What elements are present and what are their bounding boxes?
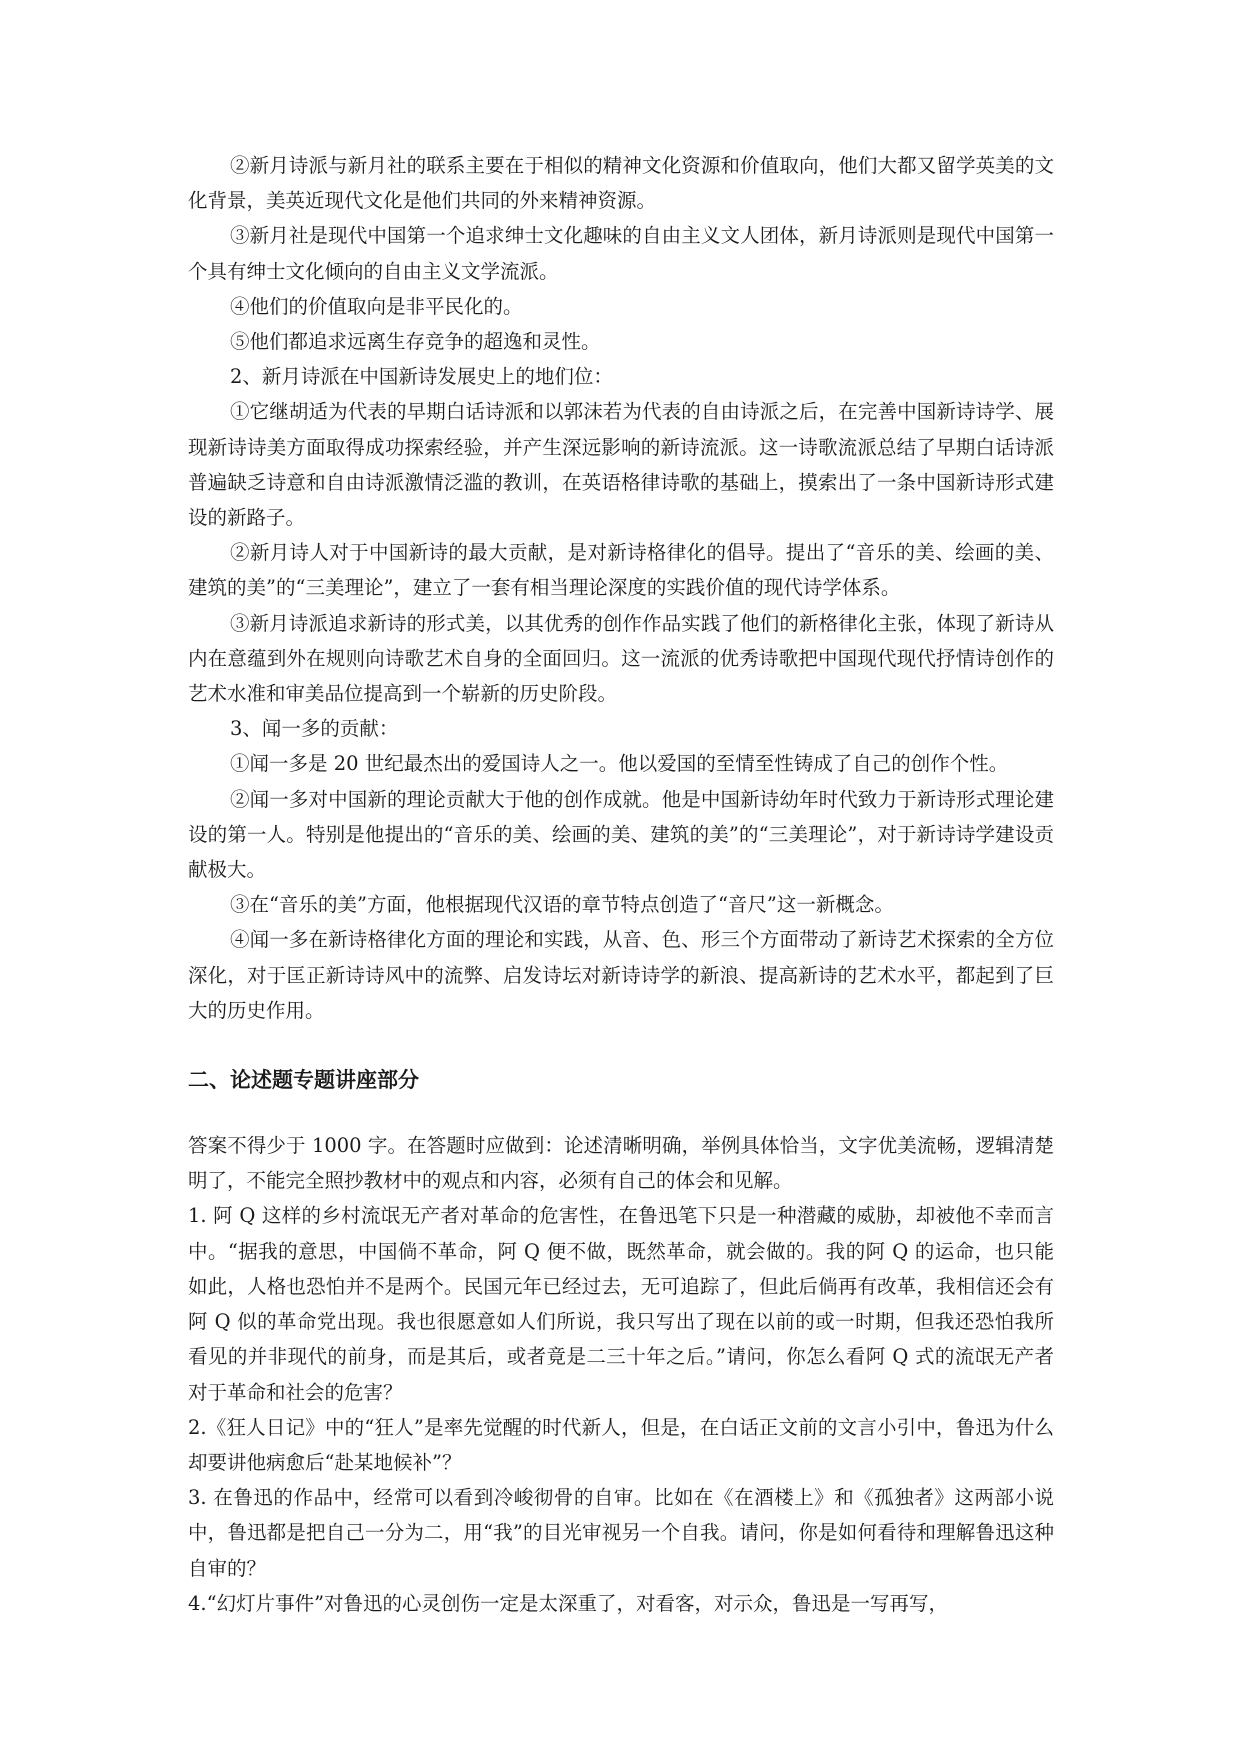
- section-heading: 二、论述题专题讲座部分: [188, 1068, 419, 1093]
- paragraph: ③新月社是现代中国第一个追求绅士文化趣味的自由主义文人团体，新月诗派则是现代中国第一个具有绅士文化倾向的自由主义文学流派。: [188, 224, 1054, 283]
- paragraph: ④他们的价值取向是非平民化的。: [230, 294, 523, 318]
- paragraph: ④闻一多在新诗格律化方面的理论和实践，从音、色、形三个方面带动了新诗艺术探索的全方位深化，对于匡正新诗诗风中的流弊、启发诗坛对新诗诗学的新浪、提高新诗的艺术水平，都起到了巨大的历史作用。: [188, 928, 1054, 1022]
- subheading: 2、新月诗派在中国新诗发展史上的地们位：: [230, 365, 613, 389]
- subheading: 3、闻一多的贡献：: [230, 717, 399, 741]
- paragraph: ②闻一多对中国新的理论贡献大于他的创作成就。他是中国新诗幼年时代致力于新诗形式理论建设的第一人。特别是他提出的“音乐的美、绘画的美、建筑的美”的“三美理论”，对于新诗诗学建设贡献极大。: [188, 787, 1054, 882]
- document-page: [188, 148, 1054, 1621]
- question-item: 4.“幻灯片事件”对鲁迅的心灵创伤一定是太深重了，对看客，对示众，鲁迅是一写再写，: [188, 1591, 949, 1615]
- paragraph: ③在“音乐的美”方面，他根据现代汉语的章节特点创造了“音尺”这一新概念。: [230, 893, 894, 917]
- paragraph: ②新月诗人对于中国新诗的最大贡献，是对新诗格律化的倡导。提出了“音乐的美、绘画的美、建筑的美”的“三美理论”，建立了一套有相当理论深度的实践价值的现代诗学体系。: [188, 541, 1054, 600]
- question-item: 2.《狂人日记》中的“狂人”是率先觉醒的时代新人，但是，在白话正文前的文言小引中，鲁迅为什么却要讲他病愈后“赴某地候补”？: [188, 1415, 1054, 1474]
- paragraph: ⑤他们都追求远离生存竞争的超逸和灵性。: [230, 330, 601, 354]
- question-item: 1. 阿 Q 这样的乡村流氓无产者对革命的危害性，在鲁迅笔下只是一种潜藏的威胁，却被他不幸而言中。“据我的意思，中国倘不革命，阿 Q 便不做，既然革命，就会做的。我的阿 Q 的运命，也只能如此，人格也恐怕并不是两个。民国元年已经过去，无可追踪了，但此后倘再有改革，我相信还会有阿 Q 似的革命党出现。我也很愿意如人们所说，我只写出了现在以前的或一时期，但我还恐怕我所看见的并非现代的前身，而是其后，或者竟是二三十年之后。”请问，你怎么看阿 Q 式的流氓无产者对于革命和社会的危害？: [188, 1204, 1054, 1404]
- paragraph: ①它继胡适为代表的早期白话诗派和以郭沫若为代表的自由诗派之后，在完善中国新诗诗学、展现新诗诗美方面取得成功探索经验，并产生深远影响的新诗流派。这一诗歌流派总结了早期白话诗派普遍缺乏诗意和自由诗派激情泛滥的教训，在英语格律诗歌的基础上，摸索出了一条中国新诗形式建设的新路子。: [188, 400, 1054, 530]
- paragraph: 答案不得少于 1000 字。在答题时应做到：论述清晰明确，举例具体恰当，文字优美流畅，逻辑清楚明了，不能完全照抄教材中的观点和内容，必须有自己的体会和见解。: [188, 1134, 1054, 1193]
- paragraph: ③新月诗派追求新诗的形式美，以其优秀的创作作品实践了他们的新格律化主张，体现了新诗从内在意蕴到外在规则向诗歌艺术自身的全面回归。这一流派的优秀诗歌把中国现代现代抒情诗创作的艺术水准和审美品位提高到一个崭新的历史阶段。: [188, 611, 1054, 706]
- paragraph: ①闻一多是 20 世纪最杰出的爱国诗人之一。他以爱国的至情至性铸成了自己的创作个性。: [230, 752, 1009, 776]
- paragraph: ②新月诗派与新月社的联系主要在于相似的精神文化资源和价值取向，他们大都又留学英美的文化背景，美英近现代文化是他们共同的外来精神资源。: [188, 154, 1054, 213]
- question-item: 3. 在鲁迅的作品中，经常可以看到冷峻彻骨的自审。比如在《在酒楼上》和《孤独者》这两部小说中，鲁迅都是把自己一分为二，用“我”的目光审视另一个自我。请问，你是如何看待和理解鲁迅这种自审的？: [188, 1486, 1054, 1580]
